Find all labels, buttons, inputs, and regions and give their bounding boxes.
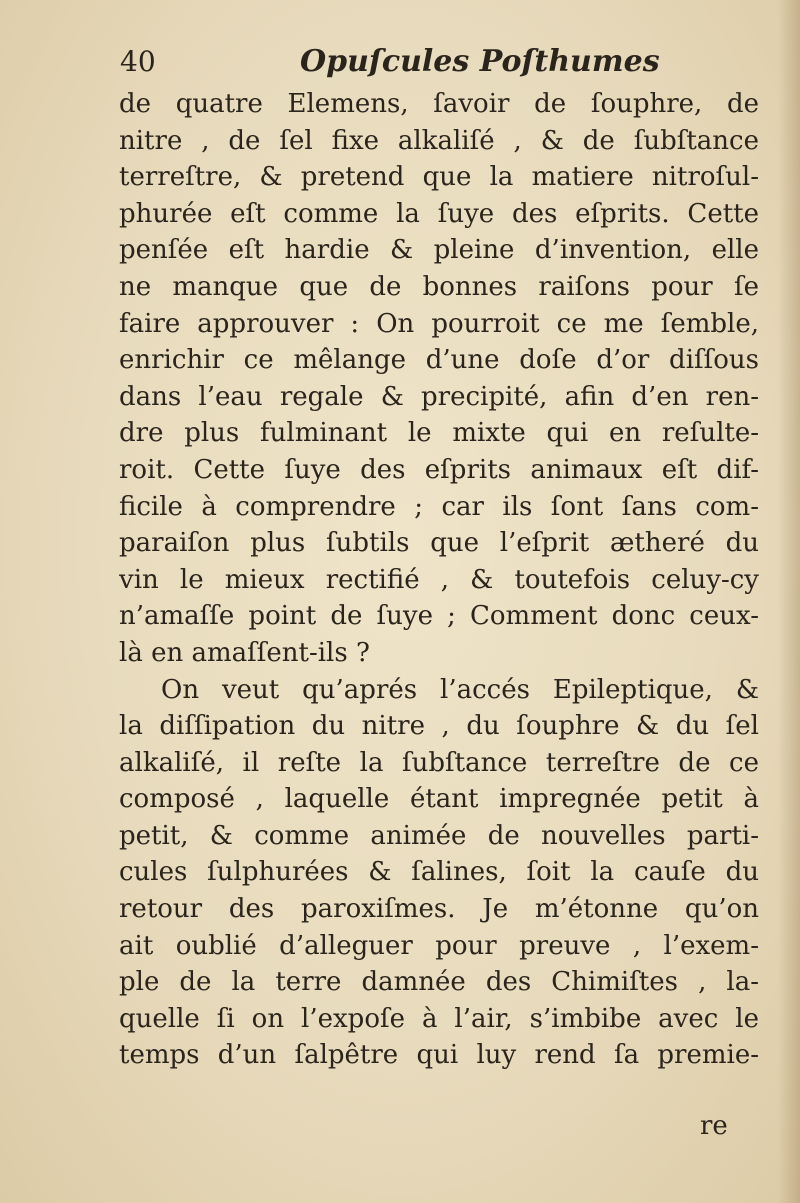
text-line: On veut qu’aprés l’accés Epileptique, & bbox=[161, 674, 759, 705]
page-edge-shadow bbox=[778, 0, 800, 1203]
text-line: là en amaſſent-ils ? bbox=[119, 637, 370, 668]
text-line: composé , laquelle étant impregnée petit à bbox=[119, 784, 759, 815]
text-line: cules ſulphurées & ſalines, ſoit la cauſe du bbox=[119, 857, 759, 888]
text-body bbox=[119, 86, 759, 1074]
page-header bbox=[120, 44, 760, 84]
text-line: roit. Cette ſuye des eſprits animaux eſt dif- bbox=[119, 454, 759, 485]
text-line: temps d’un ſalpêtre qui luy rend ſa premie- bbox=[119, 1040, 759, 1071]
text-line: ple de la terre damnée des Chimiſtes , la- bbox=[119, 967, 759, 998]
text-line: de quatre Elemens, ſavoir de ſouphre, de bbox=[119, 89, 759, 119]
text-line: paraiſon plus ſubtils que l’eſprit ætheré du bbox=[119, 528, 759, 559]
text-line: phurée eſt comme la ſuye des eſprits. Cette bbox=[119, 198, 759, 229]
text-line: dre plus fulminant le mixte qui en reſulte- bbox=[119, 418, 759, 449]
text-line: petit, & comme animée de nouvelles parti- bbox=[119, 820, 759, 851]
text-line: retour des paroxiſmes. Je m’étonne qu’on bbox=[119, 894, 759, 925]
text-line: ne manque que de bonnes raiſons pour ſe bbox=[119, 271, 759, 302]
text-line: terreſtre, & pretend que la matiere nitroſul- bbox=[119, 162, 759, 193]
running-title: Opuſcules Poſthumes bbox=[300, 44, 660, 79]
text-line: vin le mieux rectifié , & toutefois celuy-cy bbox=[119, 564, 759, 595]
text-line: nitre , de ſel fixe alkaliſé , & de ſubſtance bbox=[119, 125, 759, 156]
text-line: n’amaſſe point de ſuye ; Comment donc ceux- bbox=[119, 601, 759, 632]
page-number: 40 bbox=[120, 45, 156, 78]
text-line: dans l’eau regale & precipité, afin d’en ren- bbox=[119, 381, 759, 412]
text-line: penſée eſt hardie & pleine d’invention, elle bbox=[119, 235, 759, 266]
text-line: enrichir ce mêlange d’une doſe d’or diſſous bbox=[119, 345, 759, 376]
text-line: ficile à comprendre ; car ils ſont ſans com- bbox=[119, 491, 759, 522]
text-line: la diſſipation du nitre , du ſouphre & du ſel bbox=[119, 711, 759, 742]
text-line: faire approuver : On pourroit ce me ſemble, bbox=[119, 308, 759, 339]
text-line: ait oublié d’alleguer pour preuve , l’exem- bbox=[119, 930, 759, 961]
text-line: quelle ſi on l’expoſe à l’air, s’imbibe avec le bbox=[119, 1003, 759, 1034]
catchword: re bbox=[700, 1111, 728, 1141]
text-line: alkaliſé, il reſte la ſubſtance terreſtre de ce bbox=[119, 747, 759, 778]
